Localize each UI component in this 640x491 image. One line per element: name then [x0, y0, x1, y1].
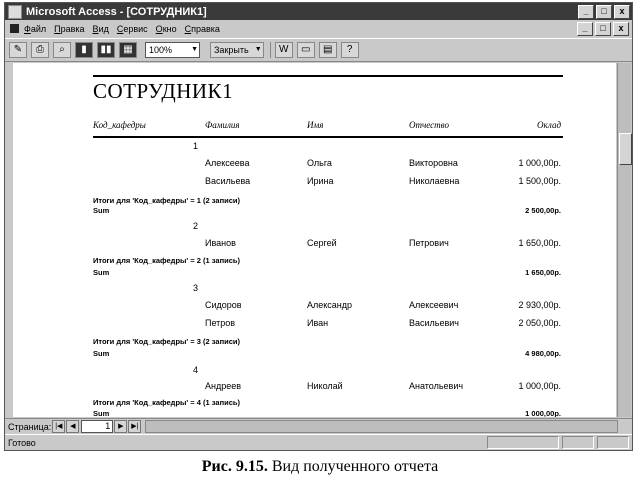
cell-salary: 1 500,00р. [518, 176, 561, 186]
doc-minimize-button[interactable]: _ [577, 22, 593, 36]
print-icon[interactable]: ⎙ [31, 42, 49, 58]
table-row [93, 158, 563, 172]
group-sum-row [93, 268, 563, 282]
page-number-input[interactable]: 1 [81, 420, 113, 433]
doc-close-button[interactable]: x [613, 22, 629, 36]
group-sum-row [93, 409, 563, 417]
cell-middle-name: Алексеевич [409, 300, 459, 310]
cell-middle-name: Анатольевич [409, 381, 464, 391]
sum-value: 4 980,00р. [525, 349, 561, 358]
cell-salary: 1 000,00р. [518, 381, 561, 391]
menu-edit[interactable]: Правка [54, 23, 85, 34]
close-preview-label: Закрыть [214, 45, 249, 55]
print-preview-toolbar [5, 38, 632, 62]
menu-window[interactable]: Окно [155, 23, 177, 34]
figure-text: Вид полученного отчета [271, 458, 439, 475]
chevron-down-icon: ▼ [254, 46, 262, 53]
window-title: Microsoft Access - [СОТРУДНИК1] [26, 5, 207, 18]
menu-view[interactable]: Вид [92, 23, 109, 34]
group-total-label: Итоги для 'Код_кафедры' = 3 (2 записи) [93, 337, 240, 346]
minimize-button[interactable]: _ [578, 5, 594, 19]
group-code: 4 [193, 365, 199, 375]
report-page[interactable] [13, 63, 616, 417]
figure-number: Рис. 9.15. [201, 458, 268, 475]
cell-middle-name: Николаевна [409, 176, 460, 186]
multiple-pages-icon[interactable]: ▦ [119, 42, 137, 58]
cell-last-name: Алексеева [205, 158, 250, 168]
sum-value: 1 000,00р. [525, 409, 561, 417]
figure-caption [0, 458, 640, 476]
prev-page-icon[interactable]: ◀ [66, 420, 79, 433]
database-window-icon[interactable]: ▭ [297, 42, 315, 58]
page-label: Страница: [8, 421, 52, 432]
status-text: Готово [8, 437, 36, 448]
help-icon[interactable]: ? [341, 42, 359, 58]
report-doc-icon[interactable] [10, 24, 19, 33]
menu-bar [5, 21, 632, 36]
sum-label: Sum [93, 268, 110, 277]
last-page-icon[interactable]: ▶| [128, 420, 141, 433]
cell-middle-name: Васильевич [409, 318, 459, 328]
group-total-label: Итоги для 'Код_кафедры' = 2 (1 запись) [93, 256, 240, 265]
office-links-icon[interactable]: W [275, 42, 293, 58]
cell-first-name: Ирина [307, 176, 334, 186]
close-button[interactable]: x [614, 5, 630, 19]
table-row [93, 381, 563, 395]
cell-last-name: Васильева [205, 176, 251, 186]
sum-label: Sum [93, 409, 110, 417]
group-code: 2 [193, 221, 199, 231]
column-header-row [93, 120, 563, 138]
new-object-icon[interactable]: ▤ [319, 42, 337, 58]
status-panel [562, 436, 594, 449]
cell-last-name: Петров [205, 318, 236, 328]
scrollbar-thumb[interactable] [619, 133, 632, 165]
sum-value: 2 500,00р. [525, 206, 561, 215]
cell-middle-name: Викторовна [409, 158, 458, 168]
group-header [93, 365, 563, 379]
column-header-first-name: Имя [307, 120, 324, 130]
table-row [93, 238, 563, 252]
sum-value: 1 650,00р. [525, 268, 561, 277]
table-row [93, 300, 563, 314]
group-code: 3 [193, 283, 199, 293]
cell-first-name: Александр [307, 300, 353, 310]
sum-label: Sum [93, 349, 110, 358]
cell-salary: 2 050,00р. [518, 318, 561, 328]
group-sum-row [93, 206, 563, 220]
group-sum-row [93, 349, 563, 363]
menu-help[interactable]: Справка [184, 23, 220, 34]
cell-last-name: Андреев [205, 381, 242, 391]
zoom-value: 100% [149, 45, 173, 55]
column-header-code: Код_кафедры [93, 120, 146, 130]
record-navigation-bar [5, 418, 632, 434]
one-page-icon[interactable]: ▮ [75, 42, 93, 58]
zoom-select[interactable] [145, 42, 200, 58]
cell-first-name: Иван [307, 318, 329, 328]
close-preview-button[interactable] [210, 42, 264, 58]
table-row [93, 176, 563, 190]
group-total-label: Итоги для 'Код_кафедры' = 4 (1 запись) [93, 398, 240, 407]
cell-last-name: Иванов [205, 238, 236, 248]
menu-file[interactable]: Файл [24, 23, 47, 34]
zoom-magnifier-icon[interactable]: ⌕ [53, 42, 71, 58]
doc-restore-button[interactable]: □ [595, 22, 611, 36]
toolbar-separator [270, 42, 271, 58]
column-header-salary: Оклад [537, 120, 561, 130]
chevron-down-icon: ▼ [191, 46, 198, 53]
next-page-icon[interactable]: ▶ [114, 420, 127, 433]
maximize-button[interactable]: □ [596, 5, 612, 19]
cell-salary: 2 930,00р. [518, 300, 561, 310]
status-panel [487, 436, 559, 449]
cell-salary: 1 000,00р. [518, 158, 561, 168]
title-bar[interactable] [5, 3, 632, 20]
group-header [93, 283, 563, 297]
cell-first-name: Ольга [307, 158, 332, 168]
vertical-scrollbar[interactable] [617, 63, 631, 417]
cell-first-name: Сергей [307, 238, 337, 248]
status-bar [5, 434, 632, 450]
view-design-icon[interactable]: ✎ [9, 42, 27, 58]
group-code: 1 [193, 141, 199, 151]
report-title: СОТРУДНИК1 [93, 75, 563, 104]
first-page-icon[interactable]: |◀ [52, 420, 65, 433]
table-row [93, 318, 563, 332]
group-total-label: Итоги для 'Код_кафедры' = 1 (2 записи) [93, 196, 240, 205]
column-header-last-name: Фамилия [205, 120, 240, 130]
access-app-icon[interactable] [8, 5, 22, 19]
two-pages-icon[interactable]: ▮▮ [97, 42, 115, 58]
access-window [4, 2, 633, 451]
menu-tools[interactable]: Сервис [116, 23, 148, 34]
cell-last-name: Сидоров [205, 300, 242, 310]
cell-middle-name: Петрович [409, 238, 449, 248]
group-header [93, 141, 563, 155]
cell-salary: 1 650,00р. [518, 238, 561, 248]
status-panel [597, 436, 629, 449]
horizontal-scrollbar[interactable] [145, 420, 618, 433]
sum-label: Sum [93, 206, 110, 215]
cell-first-name: Николай [307, 381, 343, 391]
column-header-middle-name: Отчество [409, 120, 449, 130]
group-header [93, 221, 563, 235]
